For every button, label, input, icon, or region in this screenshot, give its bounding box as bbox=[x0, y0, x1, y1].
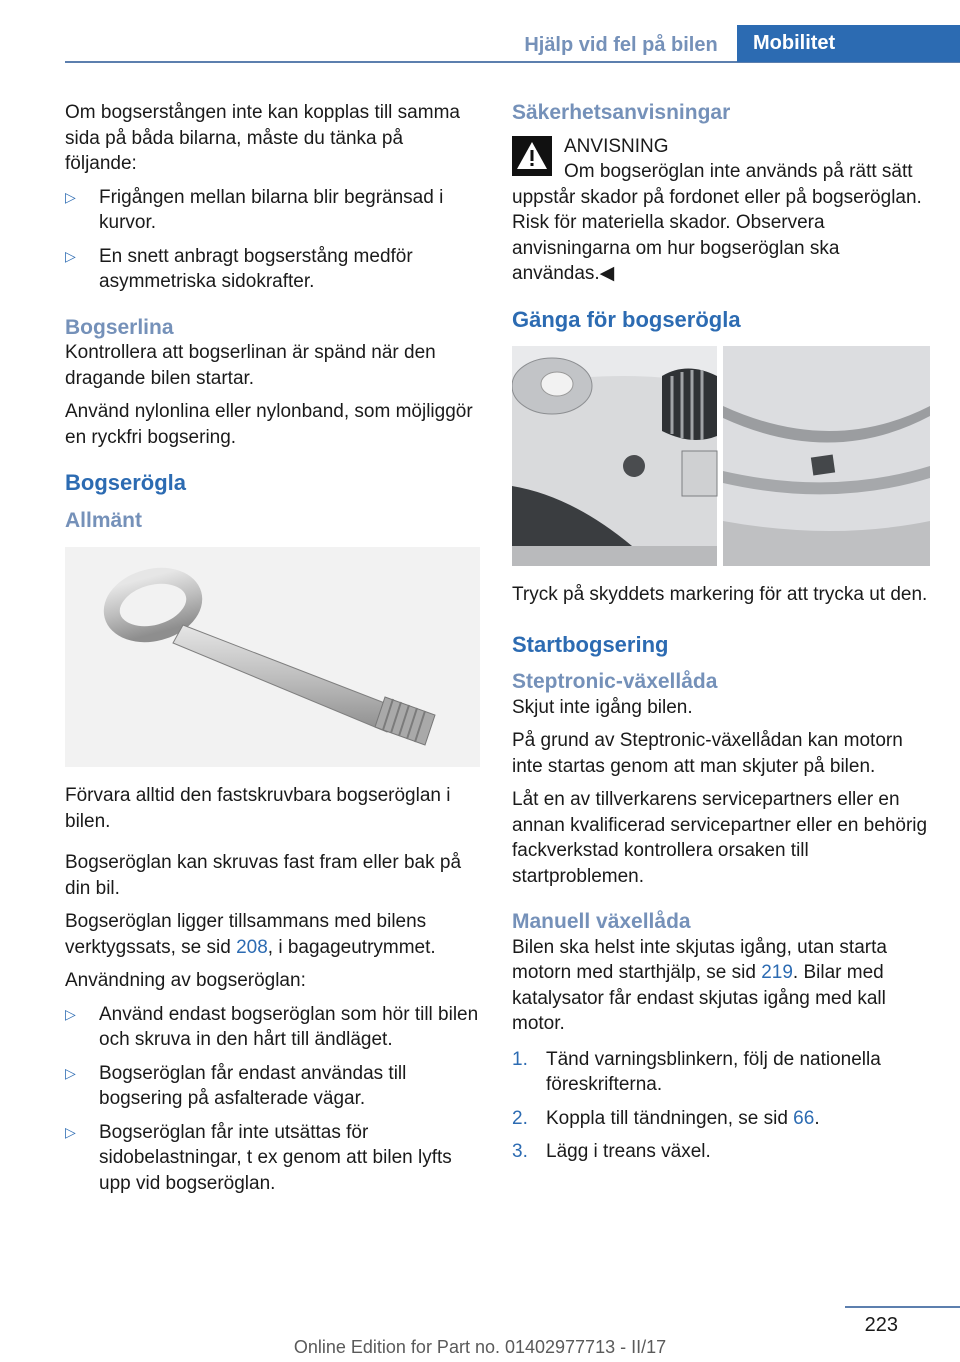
header-tab-mobilitet[interactable]: Mobilitet bbox=[737, 25, 960, 62]
list-item: ▷ En snett anbragt bogserstång medför asymmetriska sidokrafter. bbox=[65, 245, 413, 292]
triangle-bullet-icon: ▷ bbox=[65, 1005, 76, 1022]
list-item: ▷ Frigången mellan bilarna blir begränsad i kurvor. bbox=[65, 186, 444, 233]
page-link-66[interactable]: 66 bbox=[793, 1107, 815, 1129]
list-item: 3. Lägg i treans växel. bbox=[512, 1141, 711, 1162]
paragraph: Kontrollera att bogserlinan är spänd när den dragande bilen startar. bbox=[65, 342, 436, 389]
heading-steptronic: Steptronic-växellåda bbox=[512, 670, 718, 693]
paragraph: Bilen ska helst inte skjutas igång, utan starta motorn med starthjälp, se sid 219. Bilar med katalysator får endast skjutas igång med kall motor. bbox=[512, 936, 887, 1034]
triangle-bullet-icon: ▷ bbox=[65, 1123, 76, 1140]
bumper-photo bbox=[512, 346, 930, 566]
page-link-208[interactable]: 208 bbox=[236, 936, 268, 958]
header-section-title[interactable]: Hjälp vid fel på bilen bbox=[524, 34, 718, 56]
intro-list bbox=[65, 185, 480, 295]
list-item: 1. Tänd varningsblinkern, följ de nationella föreskrifterna. bbox=[512, 1048, 881, 1095]
paragraph: Skjut inte igång bilen. bbox=[512, 696, 693, 718]
paragraph: På grund av Steptronic-växellådan kan motorn inte startas genom att man skjuter på bilen. bbox=[512, 730, 903, 777]
page-number: 223 bbox=[864, 1314, 898, 1336]
paragraph: Förvara alltid den fastskruvbara bogseröglan i bilen. bbox=[65, 785, 451, 832]
triangle-bullet-icon: ▷ bbox=[65, 247, 76, 264]
warning-label: ANVISNING bbox=[564, 135, 669, 157]
left-column bbox=[65, 100, 480, 1204]
list-item: ▷ Använd endast bogseröglan som hör till bilen och skruva in den hårt till ändläget. bbox=[65, 1003, 479, 1050]
paragraph: Låt en av tillverkarens servicepartners eller en annan kvalificerad servicepartner eller en behörig fackverkstad kontrollera orsaken till startproblemen. bbox=[512, 789, 928, 887]
list-item: ▷ Bogseröglan får inte utsättas för sidobelastningar, t ex genom att bilen lyfts upp vid bogseröglan. bbox=[65, 1121, 452, 1194]
heading-allmant: Allmänt bbox=[65, 508, 143, 532]
page-number-rule bbox=[845, 1306, 960, 1308]
paragraph: Använd nylonlina eller nylonband, som möjliggör en ryckfri bogsering. bbox=[65, 401, 473, 448]
list-item: ▷ Bogseröglan får endast användas till bogsering på asfalterade vägar. bbox=[65, 1062, 407, 1109]
triangle-bullet-icon: ▷ bbox=[65, 1064, 76, 1081]
list-item: 2. Koppla till tändningen, se sid 66. bbox=[512, 1107, 820, 1129]
paragraph: Användning av bogseröglan: bbox=[65, 970, 306, 991]
heading-bogserlina: Bogserlina bbox=[65, 315, 174, 339]
steps-list bbox=[512, 1047, 930, 1165]
right-column bbox=[512, 100, 930, 1173]
heading-manuell: Manuell växellåda bbox=[512, 910, 691, 933]
tow-eye-illustration bbox=[65, 547, 480, 767]
heading-bogserogla: Bogserögla bbox=[65, 470, 187, 495]
paragraph: Bogseröglan kan skruvas fast fram eller bak på din bil. bbox=[65, 852, 462, 899]
heading-sakerhetsanvisningar: Säkerhetsanvisningar bbox=[512, 101, 731, 124]
triangle-bullet-icon: ▷ bbox=[65, 188, 76, 205]
heading-ganga: Gänga för bogserögla bbox=[512, 306, 741, 332]
edition-footer: Online Edition for Part no. 01402977713 - II/17 bbox=[293, 1337, 667, 1357]
heading-startbogsering: Startbogsering bbox=[512, 631, 669, 657]
page-link-219[interactable]: 219 bbox=[761, 962, 793, 983]
warning-triangle-icon bbox=[512, 136, 552, 176]
intro-paragraph: Om bogserstången inte kan kopplas till samma sida på båda bilarna, måste du tänka på följande: bbox=[65, 102, 460, 174]
paragraph: Tryck på skyddets markering för att trycka ut den. bbox=[512, 584, 928, 605]
warning-box bbox=[512, 134, 930, 287]
usage-list bbox=[65, 1002, 480, 1197]
warning-text: Om bogseröglan inte används på rätt sätt uppstår skador på fordonet eller på bogseröglan. Risk för materiella skador. Observera anvisningarna om hur bogseröglan ska användas.◀ bbox=[512, 161, 922, 284]
paragraph: Bogseröglan ligger tillsammans med bilens verktygssats, se sid 208, i bagageutrymmet. bbox=[65, 911, 436, 958]
